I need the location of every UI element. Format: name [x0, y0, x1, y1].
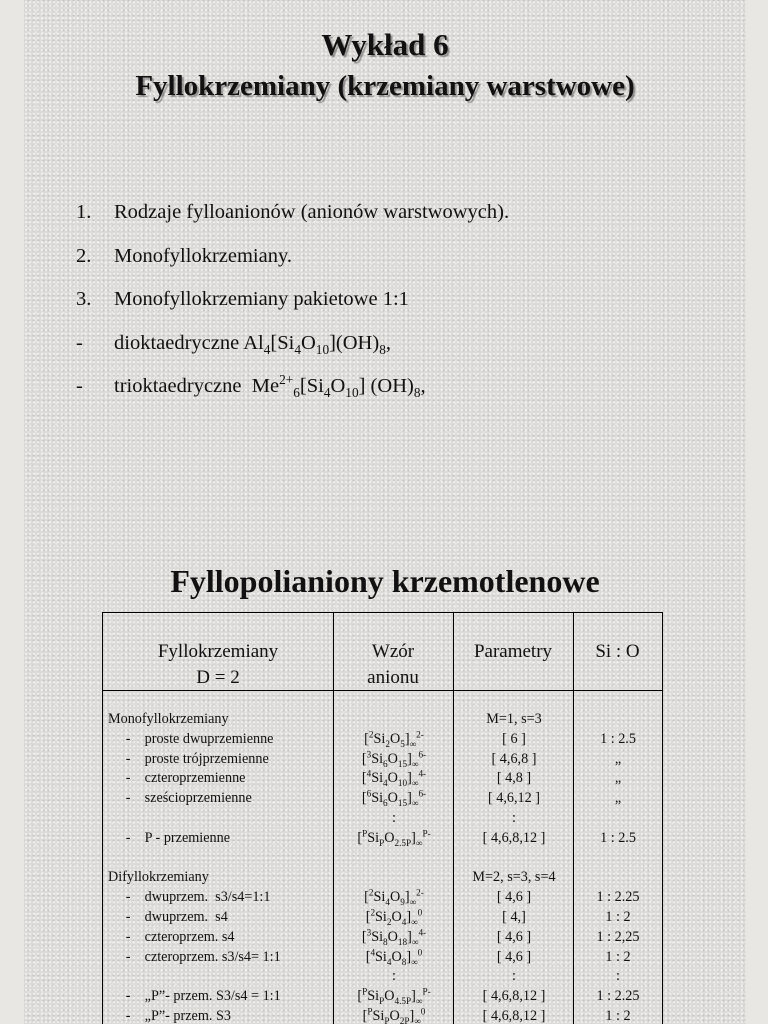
outline-text: trioktaedryczne $Me^{2+}_6[Si_4O_{10}]$ $(OH)_8$,: [114, 372, 426, 401]
row-parameters: [ 4,6,8,12 ]: [482, 988, 546, 1005]
table-row: [103, 867, 662, 887]
row-formula: $[^4Si_4O_8]_\infty^0$: [365, 946, 423, 967]
table-row: [103, 927, 662, 947]
table-row: [103, 966, 662, 986]
row-name: - proste trójprzemienne: [108, 750, 269, 767]
lecture-subtitle: Fyllokrzemiany (krzemiany warstwowe): [135, 70, 635, 102]
row-name: - sześcioprzemienne: [108, 790, 252, 807]
outline-text: Monofyllokrzemiany.: [114, 244, 293, 267]
row-parameters: [ 4,6 ]: [496, 889, 532, 906]
row-si-o-ratio: 1 : 2.5: [600, 730, 636, 747]
row-parameters: [ 4,]: [502, 909, 526, 925]
row-name: - proste dwuprzemienne: [108, 730, 274, 747]
row-si-o-ratio: 1 : 2: [605, 948, 631, 965]
row-parameters: [ 4,6,8,12 ]: [482, 829, 546, 846]
row-formula: $[^PSi_PO_{4.5P}]_\infty^{P-}$: [357, 986, 431, 1007]
row-parameters: M=2, s=3, s=4: [472, 869, 556, 886]
row-formula: $[^2Si_2O_5]_\infty^{2-}$: [364, 729, 424, 749]
header-si-o: Si : O: [595, 641, 640, 662]
row-si-o-ratio: „: [614, 750, 622, 767]
row-si-o-ratio: 1 : 2.5: [600, 829, 636, 846]
table-row: [103, 749, 662, 769]
outline-text: dioktaedryczne $Al_4[Si_4O_{10}](OH)_8$,: [114, 331, 391, 357]
header-wzor-anionu: Wzór anionu: [367, 641, 419, 688]
outline-marker: -: [76, 331, 83, 354]
row-parameters: :: [512, 810, 516, 826]
table-row: [103, 848, 662, 868]
row-name: - P - przemienne: [108, 829, 230, 846]
row-si-o-ratio: 1 : 2: [605, 1008, 631, 1024]
row-formula: $[^4Si_4O_{10}]_\infty^{4-}$: [361, 768, 427, 789]
row-formula: $[^2Si_4O_9]_\infty^{2-}$: [364, 887, 424, 908]
row-si-o-ratio: 1 : 2: [605, 909, 631, 925]
row-formula: $[^PSi_PO_{2.5P}]_\infty^{P-}$: [357, 828, 431, 848]
row-parameters: [ 4,8 ]: [496, 770, 532, 787]
row-formula: $[^PSi_PO_{2P}]_\infty^0$: [362, 1006, 426, 1024]
table-title: Fyllopolianiony krzemotlenowe: [170, 563, 600, 599]
outline-marker: 3.: [76, 288, 92, 310]
table-row: [103, 907, 662, 927]
row-name: Monofyllokrzemiany: [108, 711, 229, 727]
fyllopolianion-table: [102, 612, 663, 1024]
table-row: [103, 788, 662, 808]
row-name: - dwuprzem. s4: [108, 909, 228, 925]
outline-marker: 2.: [76, 244, 92, 267]
row-si-o-ratio: :: [616, 968, 620, 985]
table-row: [103, 768, 662, 788]
table-row: [103, 986, 662, 1006]
row-parameters: [ 4,6 ]: [496, 928, 532, 945]
table-row: [103, 947, 662, 967]
row-formula: $[^3Si_6O_{15}]_\infty^{6-}$: [361, 748, 427, 769]
row-parameters: [ 6 ]: [502, 730, 526, 747]
header-fyllokrzemiany: Fyllokrzemiany D = 2: [157, 641, 279, 688]
row-formula: $[^3Si_8O_{18}]_\infty^{4-}$: [361, 927, 427, 947]
slide-page: [24, 0, 746, 1024]
outline-text: Monofyllokrzemiany pakietowe 1:1: [114, 288, 409, 310]
row-formula: :: [392, 968, 396, 985]
row-parameters: [ 4,6,12 ]: [487, 790, 540, 807]
row-name: - dwuprzem. s3/s4=1:1: [108, 889, 271, 906]
row-formula: $[^2Si_2O_4]_\infty^0$: [365, 907, 423, 927]
table-row: [103, 729, 662, 749]
lecture-title: Wykład 6: [321, 27, 449, 62]
row-si-o-ratio: 1 : 2.25: [596, 988, 640, 1005]
table-row: [103, 709, 662, 729]
table-row: [103, 808, 662, 828]
row-si-o-ratio: 1 : 2,25: [596, 928, 640, 945]
row-name: Difyllokrzemiany: [108, 869, 209, 886]
row-parameters: [ 4,6,8,12 ]: [482, 1008, 546, 1024]
row-parameters: [ 4,6 ]: [496, 948, 532, 965]
row-parameters: M=1, s=3: [486, 711, 542, 727]
row-parameters: :: [512, 968, 516, 985]
row-name: - czteroprzem. s4: [108, 928, 235, 945]
outline-marker: -: [76, 375, 83, 397]
row-name: - czteroprzemienne: [108, 770, 246, 787]
row-si-o-ratio: 1 : 2.25: [596, 889, 640, 906]
row-si-o-ratio: „: [614, 790, 622, 807]
table-row: [103, 828, 662, 848]
outline-marker: 1.: [76, 201, 92, 223]
row-formula: $[^6Si_6O_{15}]_\infty^{6-}$: [361, 788, 427, 809]
row-name: - czteroprzem. s3/s4= 1:1: [108, 948, 281, 965]
header-parametry: Parametry: [473, 641, 553, 662]
row-parameters: [ 4,6,8 ]: [491, 750, 537, 767]
row-si-o-ratio: „: [614, 770, 622, 787]
row-name: - „P”- przem. S3/s4 = 1:1: [108, 988, 281, 1005]
table-row: [103, 1006, 662, 1024]
row-formula: :: [392, 810, 396, 826]
table-row: [103, 887, 662, 907]
outline-text: Rodzaje fylloanionów (anionów warstwowych).: [114, 201, 510, 223]
row-name: - „P”- przem. S3: [108, 1008, 231, 1024]
